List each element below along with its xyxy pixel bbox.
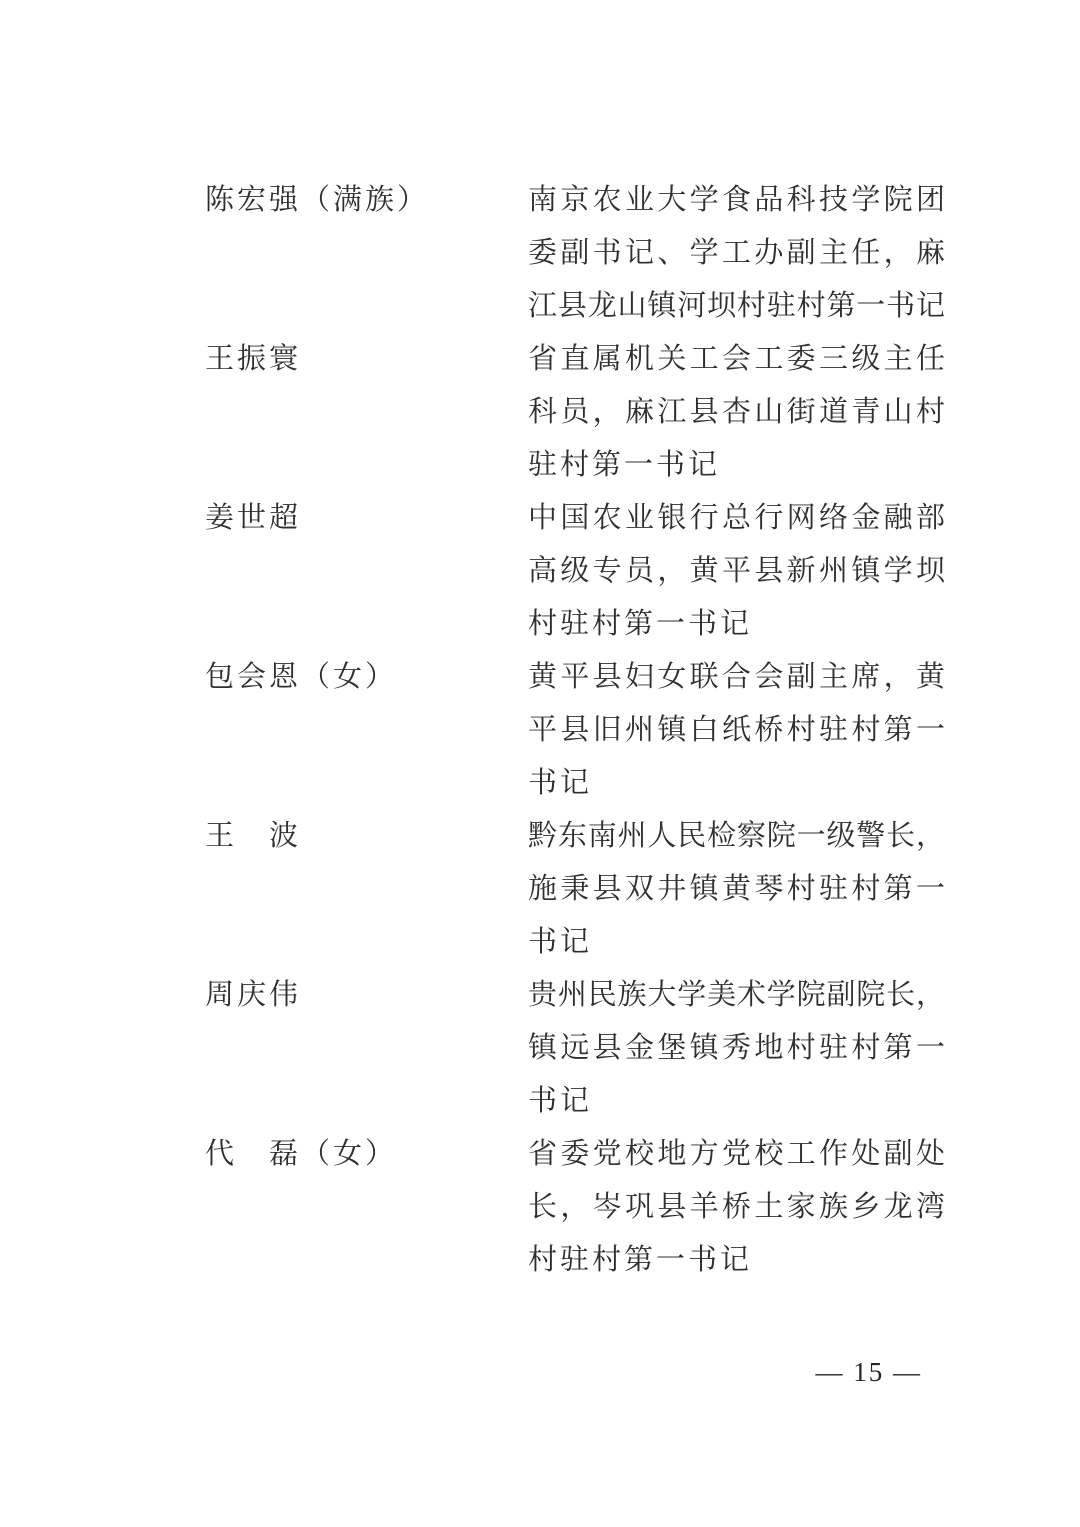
person-name: 姜世超 bbox=[205, 502, 302, 534]
position-line: 贵州民族大学美术学院副院长， bbox=[528, 979, 945, 1011]
position-line: 平县旧州镇白纸桥村驻村第一 bbox=[528, 714, 945, 746]
list-entry bbox=[205, 492, 945, 651]
position-line: 省委党校地方党校工作处副处 bbox=[528, 1138, 945, 1170]
position-line: 黄平县妇女联合会副主席，黄 bbox=[528, 661, 945, 693]
list-entry bbox=[205, 969, 945, 1128]
person-name: 王振寰 bbox=[205, 343, 302, 375]
person-position bbox=[528, 969, 945, 1128]
list-entry bbox=[205, 651, 945, 810]
person-position bbox=[528, 810, 945, 969]
position-line: 黔东南州人民检察院一级警长， bbox=[528, 820, 945, 852]
person-position bbox=[528, 1128, 945, 1287]
person-position bbox=[528, 174, 945, 333]
position-line: 村驻村第一书记 bbox=[528, 1244, 753, 1276]
appointment-list bbox=[205, 174, 945, 1287]
page-number: — 15 — bbox=[815, 1357, 922, 1387]
position-line: 村驻村第一书记 bbox=[528, 608, 753, 640]
list-entry bbox=[205, 333, 945, 492]
position-line: 中国农业银行总行网络金融部 bbox=[528, 502, 945, 534]
position-line: 南京农业大学食品科技学院团 bbox=[528, 184, 945, 216]
person-name: 周庆伟 bbox=[205, 979, 302, 1011]
position-line: 驻村第一书记 bbox=[528, 449, 721, 481]
person-name: 包会恩（女） bbox=[205, 661, 398, 693]
person-position bbox=[528, 651, 945, 810]
position-line: 高级专员，黄平县新州镇学坝 bbox=[528, 555, 945, 587]
position-line: 省直属机关工会工委三级主任 bbox=[528, 343, 945, 375]
position-line: 委副书记、学工办副主任，麻 bbox=[528, 237, 945, 269]
position-line: 长，岑巩县羊桥土家族乡龙湾 bbox=[528, 1191, 945, 1223]
person-position bbox=[528, 333, 945, 492]
person-position bbox=[528, 492, 945, 651]
list-entry bbox=[205, 174, 945, 333]
position-line: 镇远县金堡镇秀地村驻村第一 bbox=[528, 1032, 945, 1064]
person-name: 王 波 bbox=[205, 820, 302, 852]
list-entry bbox=[205, 810, 945, 969]
person-name: 代 磊（女） bbox=[205, 1138, 398, 1170]
position-line: 书记 bbox=[528, 767, 593, 799]
position-line: 施秉县双井镇黄琴村驻村第一 bbox=[528, 873, 945, 905]
position-line: 科员，麻江县杏山街道青山村 bbox=[528, 396, 945, 428]
position-line: 书记 bbox=[528, 1085, 593, 1117]
position-line: 江县龙山镇河坝村驻村第一书记 bbox=[528, 290, 945, 322]
position-line: 书记 bbox=[528, 926, 593, 958]
person-name: 陈宏强（满族） bbox=[205, 184, 430, 216]
list-entry bbox=[205, 1128, 945, 1287]
